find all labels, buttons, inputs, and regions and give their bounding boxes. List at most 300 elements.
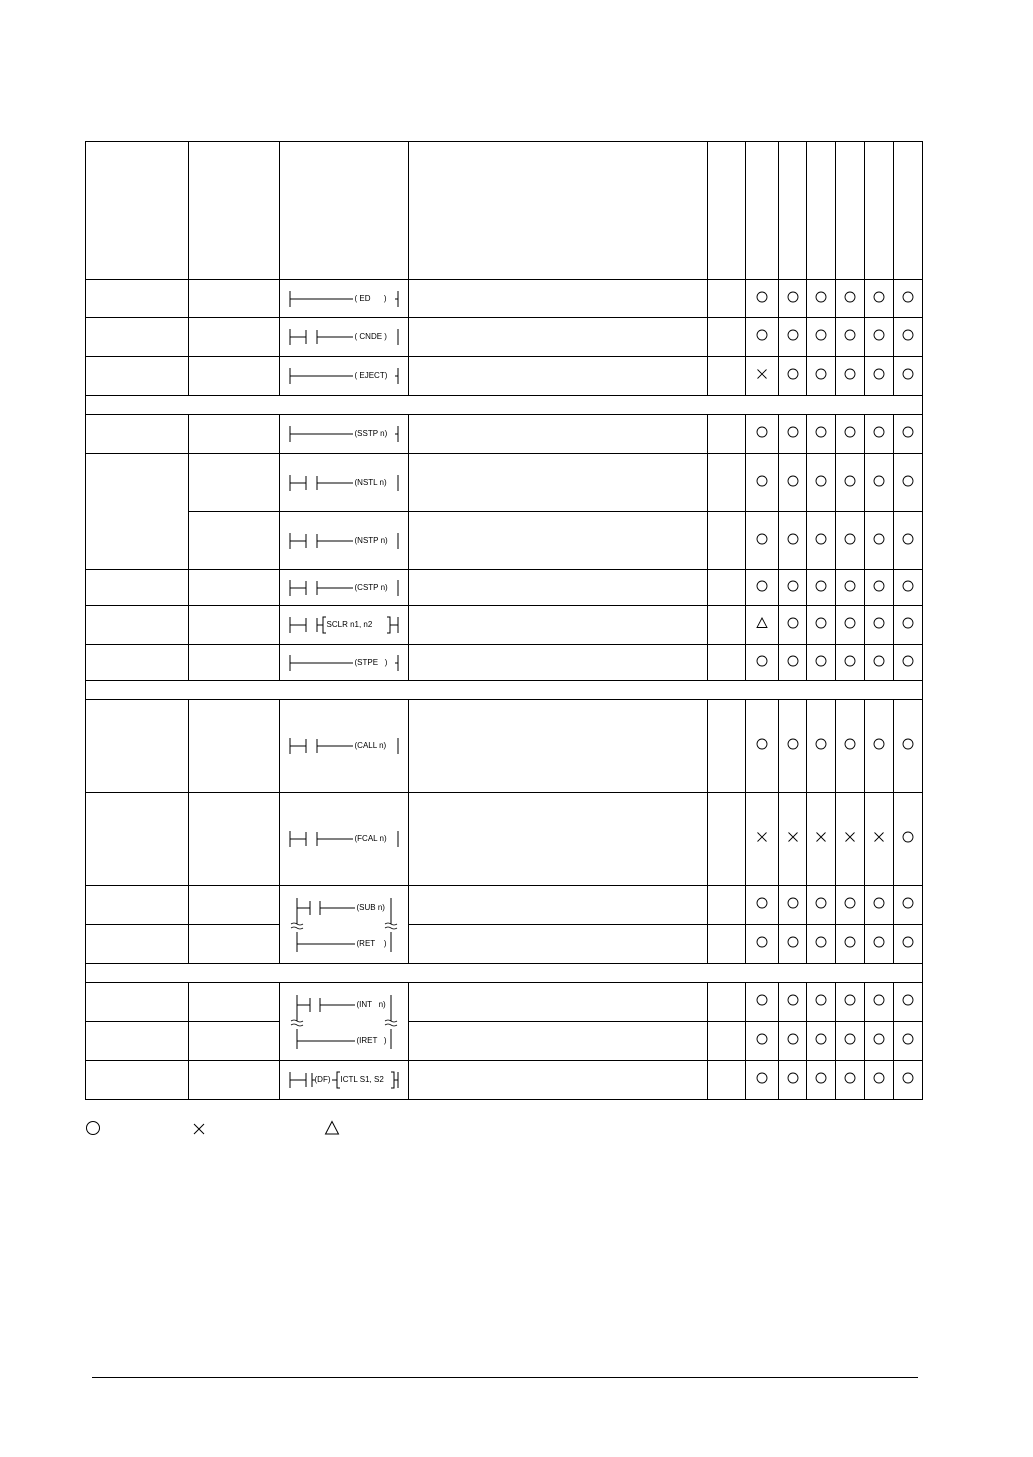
availability-cell <box>865 645 894 681</box>
mnemonic-cell <box>189 886 280 925</box>
availability-cell <box>779 415 807 454</box>
table-row <box>86 415 923 454</box>
circle-mark-icon <box>787 1072 799 1084</box>
circle-mark-icon <box>902 617 914 629</box>
availability-cell <box>807 280 836 318</box>
circle-mark-icon <box>815 738 827 750</box>
description-cell <box>409 357 708 396</box>
circle-mark-icon <box>756 580 768 592</box>
mnemonic-cell <box>189 1061 280 1100</box>
circle-mark-icon <box>873 580 885 592</box>
circle-mark-icon <box>787 936 799 948</box>
ladder-cell <box>280 570 409 606</box>
availability-cell <box>746 454 779 512</box>
availability-cell <box>865 1061 894 1100</box>
cross-mark-icon <box>756 368 768 380</box>
availability-cell <box>894 280 923 318</box>
table-row <box>86 357 923 396</box>
circle-mark-icon <box>902 533 914 545</box>
mnemonic-cell <box>189 280 280 318</box>
circle-mark-icon <box>873 1072 885 1084</box>
availability-cell <box>746 357 779 396</box>
circle-mark-icon <box>787 329 799 341</box>
availability-cell <box>779 983 807 1022</box>
steps-cell <box>708 700 746 793</box>
circle-mark-icon <box>902 329 914 341</box>
instruction-label: ( EJECT) <box>354 371 388 380</box>
availability-cell <box>746 570 779 606</box>
circle-mark-icon <box>815 897 827 909</box>
name-cell <box>86 280 189 318</box>
steps-cell <box>708 793 746 886</box>
availability-cell <box>807 454 836 512</box>
circle-mark-icon <box>815 936 827 948</box>
availability-cell <box>807 925 836 964</box>
circle-mark-icon <box>756 655 768 667</box>
circle-mark-icon <box>844 580 856 592</box>
availability-cell <box>865 983 894 1022</box>
instruction-label: (SSTP n) <box>354 429 388 438</box>
availability-cell <box>779 925 807 964</box>
table-row <box>86 983 923 1022</box>
circle-mark-icon <box>844 1033 856 1045</box>
section-divider-row <box>86 681 923 700</box>
availability-cell <box>894 645 923 681</box>
steps-cell <box>708 512 746 570</box>
steps-cell <box>708 1022 746 1061</box>
table-row <box>86 1061 923 1100</box>
availability-cell <box>807 1022 836 1061</box>
circle-mark-icon <box>902 580 914 592</box>
circle-mark-icon <box>844 738 856 750</box>
availability-cell <box>836 280 865 318</box>
availability-cell <box>779 645 807 681</box>
table-row <box>86 280 923 318</box>
circle-mark-icon <box>815 1033 827 1045</box>
circle-mark-icon <box>873 738 885 750</box>
name-cell <box>86 925 189 964</box>
availability-cell <box>894 886 923 925</box>
availability-cell <box>779 793 807 886</box>
availability-cell <box>746 983 779 1022</box>
circle-mark-icon <box>902 475 914 487</box>
circle-mark-icon <box>756 1033 768 1045</box>
availability-cell <box>865 606 894 645</box>
ladder-cell <box>280 415 409 454</box>
header-cell <box>189 142 280 280</box>
circle-mark-icon <box>844 291 856 303</box>
availability-cell <box>836 512 865 570</box>
availability-cell <box>894 318 923 357</box>
description-cell <box>409 570 708 606</box>
circle-mark-icon <box>756 291 768 303</box>
mnemonic-cell <box>189 983 280 1022</box>
circle-mark-icon <box>787 533 799 545</box>
ladder-cell <box>280 357 409 396</box>
name-cell <box>86 606 189 645</box>
mnemonic-cell <box>189 357 280 396</box>
table-row <box>86 793 923 886</box>
circle-mark-icon <box>815 994 827 1006</box>
availability-cell <box>746 1061 779 1100</box>
circle-mark-icon <box>902 897 914 909</box>
availability-cell <box>894 983 923 1022</box>
ladder-diagram <box>281 1069 408 1091</box>
section-cell <box>86 681 923 700</box>
circle-mark-icon <box>756 329 768 341</box>
description-cell <box>409 886 708 925</box>
circle-mark-icon <box>787 738 799 750</box>
ladder-diagram <box>281 288 408 310</box>
description-cell <box>409 1061 708 1100</box>
availability-cell <box>865 570 894 606</box>
steps-cell <box>708 415 746 454</box>
availability-cell <box>779 280 807 318</box>
mnemonic-cell <box>189 570 280 606</box>
availability-cell <box>779 1022 807 1061</box>
name-cell <box>86 700 189 793</box>
instruction-label: (CALL n) <box>354 741 387 750</box>
availability-cell <box>779 570 807 606</box>
steps-cell <box>708 280 746 318</box>
availability-cell <box>836 925 865 964</box>
availability-cell <box>746 512 779 570</box>
cross-legend-icon <box>191 1120 207 1136</box>
circle-mark-icon <box>815 533 827 545</box>
name-cell <box>86 318 189 357</box>
instruction-label: (INT n) <box>356 999 386 1009</box>
description-cell <box>409 645 708 681</box>
circle-mark-icon <box>844 475 856 487</box>
steps-cell <box>708 357 746 396</box>
ladder-diagram <box>281 423 408 445</box>
availability-cell <box>807 1061 836 1100</box>
circle-mark-icon <box>787 475 799 487</box>
name-cell <box>86 645 189 681</box>
availability-cell <box>836 570 865 606</box>
instruction-label: SCLR n1, n2 <box>326 620 373 629</box>
availability-cell <box>836 606 865 645</box>
availability-cell <box>746 886 779 925</box>
circle-mark-icon <box>787 617 799 629</box>
name-cell <box>86 983 189 1022</box>
availability-cell <box>807 983 836 1022</box>
name-cell <box>86 570 189 606</box>
circle-mark-icon <box>844 533 856 545</box>
ladder-diagram <box>281 326 408 348</box>
description-cell <box>409 280 708 318</box>
name-cell <box>86 454 189 570</box>
circle-mark-icon <box>787 580 799 592</box>
availability-cell <box>746 925 779 964</box>
availability-cell <box>865 793 894 886</box>
availability-cell <box>807 570 836 606</box>
availability-cell <box>894 357 923 396</box>
name-cell <box>86 357 189 396</box>
circle-mark-icon <box>873 936 885 948</box>
table-row <box>86 512 923 570</box>
name-cell <box>86 793 189 886</box>
circle-mark-icon <box>815 617 827 629</box>
availability-cell <box>807 512 836 570</box>
cross-mark-icon <box>756 831 768 843</box>
availability-cell <box>865 700 894 793</box>
availability-cell <box>865 318 894 357</box>
mnemonic-cell <box>189 606 280 645</box>
section-divider-row <box>86 396 923 415</box>
cross-mark-icon <box>815 831 827 843</box>
description-cell <box>409 318 708 357</box>
availability-cell <box>865 925 894 964</box>
circle-mark-icon <box>902 655 914 667</box>
availability-cell <box>894 570 923 606</box>
circle-mark-icon <box>787 291 799 303</box>
steps-cell <box>708 318 746 357</box>
availability-cell <box>894 606 923 645</box>
header-cell <box>746 142 779 280</box>
circle-mark-icon <box>787 994 799 1006</box>
instruction-label: (RET ) <box>356 938 387 948</box>
circle-mark-icon <box>787 897 799 909</box>
mnemonic-cell <box>189 925 280 964</box>
availability-cell <box>779 512 807 570</box>
description-cell <box>409 925 708 964</box>
cross-mark-icon <box>787 831 799 843</box>
availability-cell <box>779 454 807 512</box>
availability-cell <box>865 512 894 570</box>
availability-cell <box>894 793 923 886</box>
availability-cell <box>746 415 779 454</box>
circle-mark-icon <box>902 831 914 843</box>
circle-mark-icon <box>844 368 856 380</box>
circle-mark-icon <box>902 368 914 380</box>
circle-mark-icon <box>815 1072 827 1084</box>
availability-cell <box>779 1061 807 1100</box>
description-cell <box>409 512 708 570</box>
circle-mark-icon <box>844 655 856 667</box>
availability-cell <box>807 645 836 681</box>
circle-mark-icon <box>756 1072 768 1084</box>
availability-cell <box>894 415 923 454</box>
circle-mark-icon <box>756 994 768 1006</box>
mnemonic-cell <box>189 793 280 886</box>
availability-cell <box>746 645 779 681</box>
mnemonic-cell <box>189 415 280 454</box>
circle-mark-icon <box>844 936 856 948</box>
steps-cell <box>708 645 746 681</box>
circle-mark-icon <box>756 533 768 545</box>
description-cell <box>409 983 708 1022</box>
availability-cell <box>836 886 865 925</box>
availability-cell <box>746 318 779 357</box>
availability-cell <box>894 700 923 793</box>
availability-cell <box>836 700 865 793</box>
circle-mark-icon <box>844 426 856 438</box>
circle-legend-icon <box>85 1120 101 1136</box>
availability-cell <box>836 983 865 1022</box>
header-cell <box>708 142 746 280</box>
instruction-label: (IRET ) <box>356 1035 387 1045</box>
circle-mark-icon <box>787 655 799 667</box>
steps-cell <box>708 925 746 964</box>
circle-mark-icon <box>756 897 768 909</box>
circle-mark-icon <box>844 897 856 909</box>
availability-cell <box>807 415 836 454</box>
mnemonic-cell <box>189 512 280 570</box>
circle-mark-icon <box>844 329 856 341</box>
ladder-cell <box>280 318 409 357</box>
ladder-cell <box>280 1061 409 1100</box>
circle-mark-icon <box>844 1072 856 1084</box>
ladder-diagram <box>281 894 408 956</box>
availability-cell <box>836 415 865 454</box>
ladder-diagram <box>281 577 408 599</box>
ladder-diagram <box>281 735 408 757</box>
table-header <box>86 142 923 280</box>
description-cell <box>409 793 708 886</box>
triangle-legend-icon <box>324 1120 340 1136</box>
table-row <box>86 606 923 645</box>
circle-mark-icon <box>756 936 768 948</box>
availability-cell <box>807 318 836 357</box>
footer-rule <box>92 1377 918 1378</box>
steps-cell <box>708 454 746 512</box>
table-row <box>86 454 923 512</box>
name-cell <box>86 1061 189 1100</box>
circle-mark-icon <box>815 291 827 303</box>
circle-mark-icon <box>873 994 885 1006</box>
circle-mark-icon <box>873 329 885 341</box>
circle-mark-icon <box>787 426 799 438</box>
availability-cell <box>746 793 779 886</box>
ladder-cell <box>280 793 409 886</box>
description-cell <box>409 454 708 512</box>
circle-mark-icon <box>873 617 885 629</box>
availability-cell <box>807 606 836 645</box>
instruction-label: ICTL S1, S2 <box>340 1075 384 1084</box>
ladder-diagram <box>281 530 408 552</box>
availability-cell <box>894 512 923 570</box>
section-cell <box>86 964 923 983</box>
header-cell <box>807 142 836 280</box>
instruction-table <box>85 141 923 1100</box>
section-divider-row <box>86 964 923 983</box>
circle-mark-icon <box>756 426 768 438</box>
circle-mark-icon <box>873 897 885 909</box>
steps-cell <box>708 886 746 925</box>
ladder-cell <box>280 512 409 570</box>
table-row <box>86 570 923 606</box>
circle-mark-icon <box>873 368 885 380</box>
availability-cell <box>865 280 894 318</box>
circle-mark-icon <box>873 475 885 487</box>
availability-cell <box>746 606 779 645</box>
instruction-label: (CSTP n) <box>354 582 388 592</box>
instruction-label: (STPE ) <box>354 657 388 667</box>
ladder-diagram <box>281 472 408 494</box>
availability-cell <box>836 1061 865 1100</box>
availability-cell <box>779 886 807 925</box>
circle-mark-icon <box>873 655 885 667</box>
circle-mark-icon <box>815 475 827 487</box>
mnemonic-cell <box>189 1022 280 1061</box>
circle-mark-icon <box>815 580 827 592</box>
circle-mark-icon <box>787 368 799 380</box>
availability-cell <box>836 357 865 396</box>
table-row <box>86 925 923 964</box>
circle-mark-icon <box>756 475 768 487</box>
availability-cell <box>746 700 779 793</box>
availability-cell <box>836 454 865 512</box>
availability-cell <box>865 1022 894 1061</box>
instruction-label: (NSTL n) <box>354 477 387 487</box>
availability-cell <box>894 1061 923 1100</box>
circle-mark-icon <box>902 291 914 303</box>
circle-mark-icon <box>844 617 856 629</box>
circle-mark-icon <box>902 994 914 1006</box>
ladder-cell <box>280 645 409 681</box>
mnemonic-cell <box>189 454 280 512</box>
circle-mark-icon <box>787 1033 799 1045</box>
steps-cell <box>708 606 746 645</box>
availability-cell <box>836 645 865 681</box>
name-cell <box>86 886 189 925</box>
availability-cell <box>746 1022 779 1061</box>
section-cell <box>86 396 923 415</box>
ladder-diagram <box>281 614 408 636</box>
ladder-diagram <box>281 365 408 387</box>
availability-cell <box>894 1022 923 1061</box>
availability-cell <box>865 357 894 396</box>
mnemonic-cell <box>189 700 280 793</box>
circle-mark-icon <box>844 994 856 1006</box>
circle-mark-icon <box>756 738 768 750</box>
instruction-label: ( ED ) <box>354 293 387 303</box>
circle-mark-icon <box>815 426 827 438</box>
table-row <box>86 700 923 793</box>
header-cell <box>409 142 708 280</box>
circle-mark-icon <box>902 738 914 750</box>
instruction-label: (FCAL n) <box>354 834 387 843</box>
table-row <box>86 886 923 925</box>
ladder-cell <box>280 280 409 318</box>
instruction-label: (NSTP n) <box>354 535 388 545</box>
circle-mark-icon <box>815 655 827 667</box>
availability-cell <box>836 318 865 357</box>
circle-mark-icon <box>873 291 885 303</box>
header-cell <box>86 142 189 280</box>
name-cell <box>86 415 189 454</box>
availability-cell <box>894 925 923 964</box>
availability-cell <box>779 318 807 357</box>
description-cell <box>409 700 708 793</box>
steps-cell <box>708 570 746 606</box>
ladder-diagram <box>281 991 408 1053</box>
description-cell <box>409 606 708 645</box>
table-row <box>86 645 923 681</box>
table-row <box>86 318 923 357</box>
availability-cell <box>807 793 836 886</box>
header-cell <box>894 142 923 280</box>
availability-cell <box>836 793 865 886</box>
availability-cell <box>779 700 807 793</box>
availability-cell <box>865 415 894 454</box>
mnemonic-cell <box>189 318 280 357</box>
circle-mark-icon <box>815 329 827 341</box>
availability-cell <box>894 454 923 512</box>
header-cell <box>865 142 894 280</box>
ladder-cell <box>280 983 409 1061</box>
